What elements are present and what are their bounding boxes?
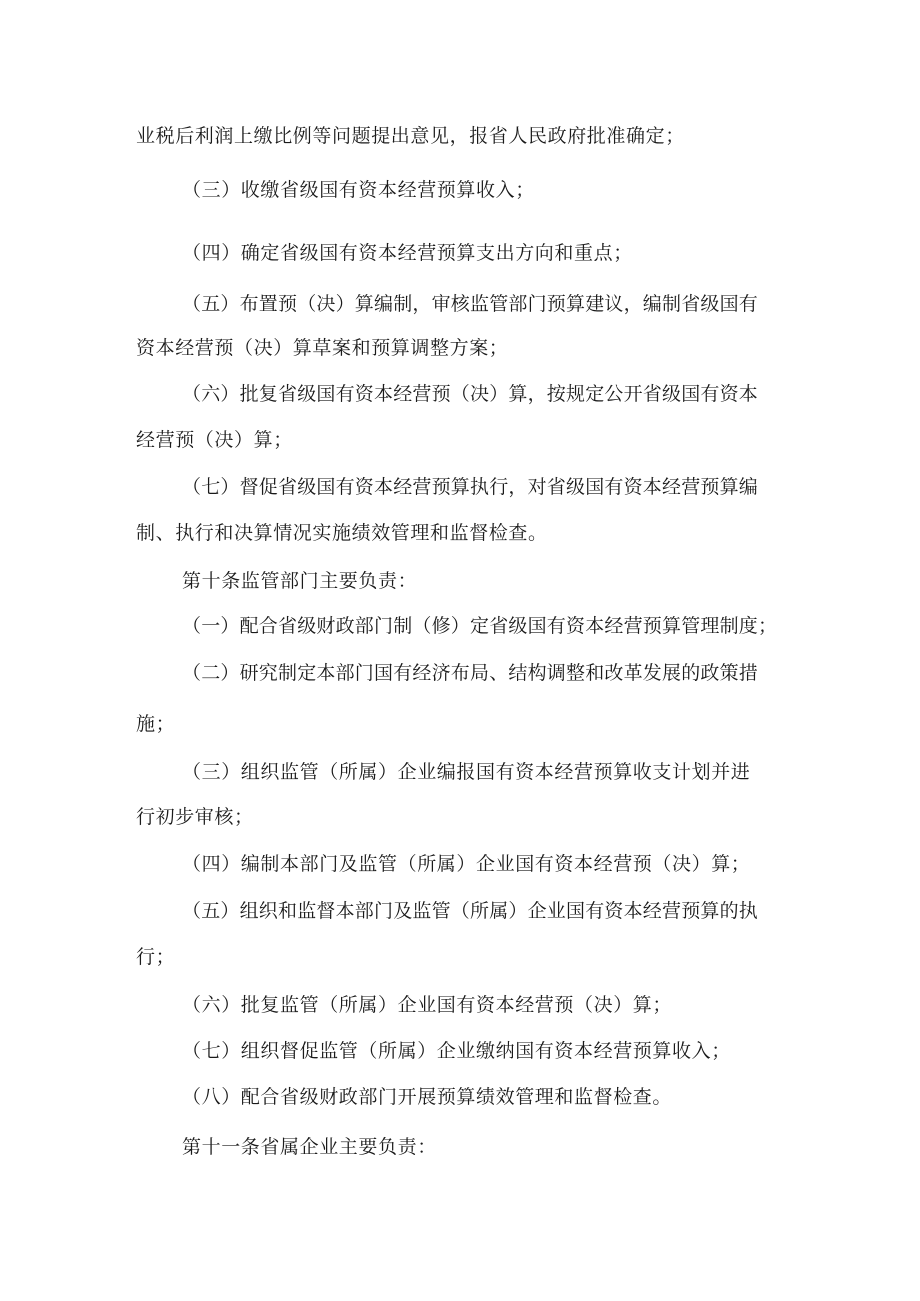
- text-line-11: （一）配合省级财政部门制（修）定省级国有资本经营预算管理制度；: [182, 615, 778, 637]
- text-line-5: 资本经营预（决）算草案和预算调整方案；: [136, 337, 509, 359]
- text-line-13: 施；: [136, 713, 176, 735]
- text-line-9: 制、执行和决算情况实施绩效管理和监督检查。: [136, 522, 548, 544]
- text-line-15: 行初步审核；: [136, 806, 254, 828]
- section-heading-article-11: 第十一条省属企业主要负责：: [182, 1136, 437, 1158]
- text-line-4: （五）布置预（决）算编制，审核监管部门预算建议，编制省级国有: [182, 293, 759, 315]
- text-line-14: （三）组织监管（所属）企业编报国有资本经营预算收支计划并进: [182, 761, 751, 783]
- text-line-19: （六）批复监管（所属）企业国有资本经营预（决）算；: [182, 994, 673, 1016]
- text-line-12: （二）研究制定本部门国有经济布局、结构调整和改革发展的政策措: [182, 662, 759, 684]
- text-line-20: （七）组织督促监管（所属）企业缴纳国有资本经营预算收入；: [182, 1040, 731, 1062]
- text-line-18: 行；: [136, 946, 176, 968]
- text-line-8: （七）督促省级国有资本经营预算执行，对省级国有资本经营预算编: [182, 476, 759, 498]
- section-heading-article-10: 第十条监管部门主要负责：: [182, 570, 418, 592]
- text-line-1: 业税后利润上缴比例等问题提出意见，报省人民政府批准确定；: [136, 125, 685, 147]
- text-line-6: （六）批复省级国有资本经营预（决）算，按规定公开省级国有资本: [182, 383, 759, 405]
- text-line-16: （四）编制本部门及监管（所属）企业国有资本经营预（决）算；: [182, 853, 751, 875]
- text-line-2: （三）收缴省级国有资本经营预算收入；: [182, 179, 535, 201]
- text-line-17: （五）组织和监督本部门及监管（所属）企业国有资本经营预算的执: [182, 900, 759, 922]
- text-line-3: （四）确定省级国有资本经营预算支出方向和重点；: [182, 242, 633, 264]
- text-line-7: 经营预（决）算；: [136, 429, 293, 451]
- text-line-21: （八）配合省级财政部门开展预算绩效管理和监督检查。: [182, 1086, 673, 1108]
